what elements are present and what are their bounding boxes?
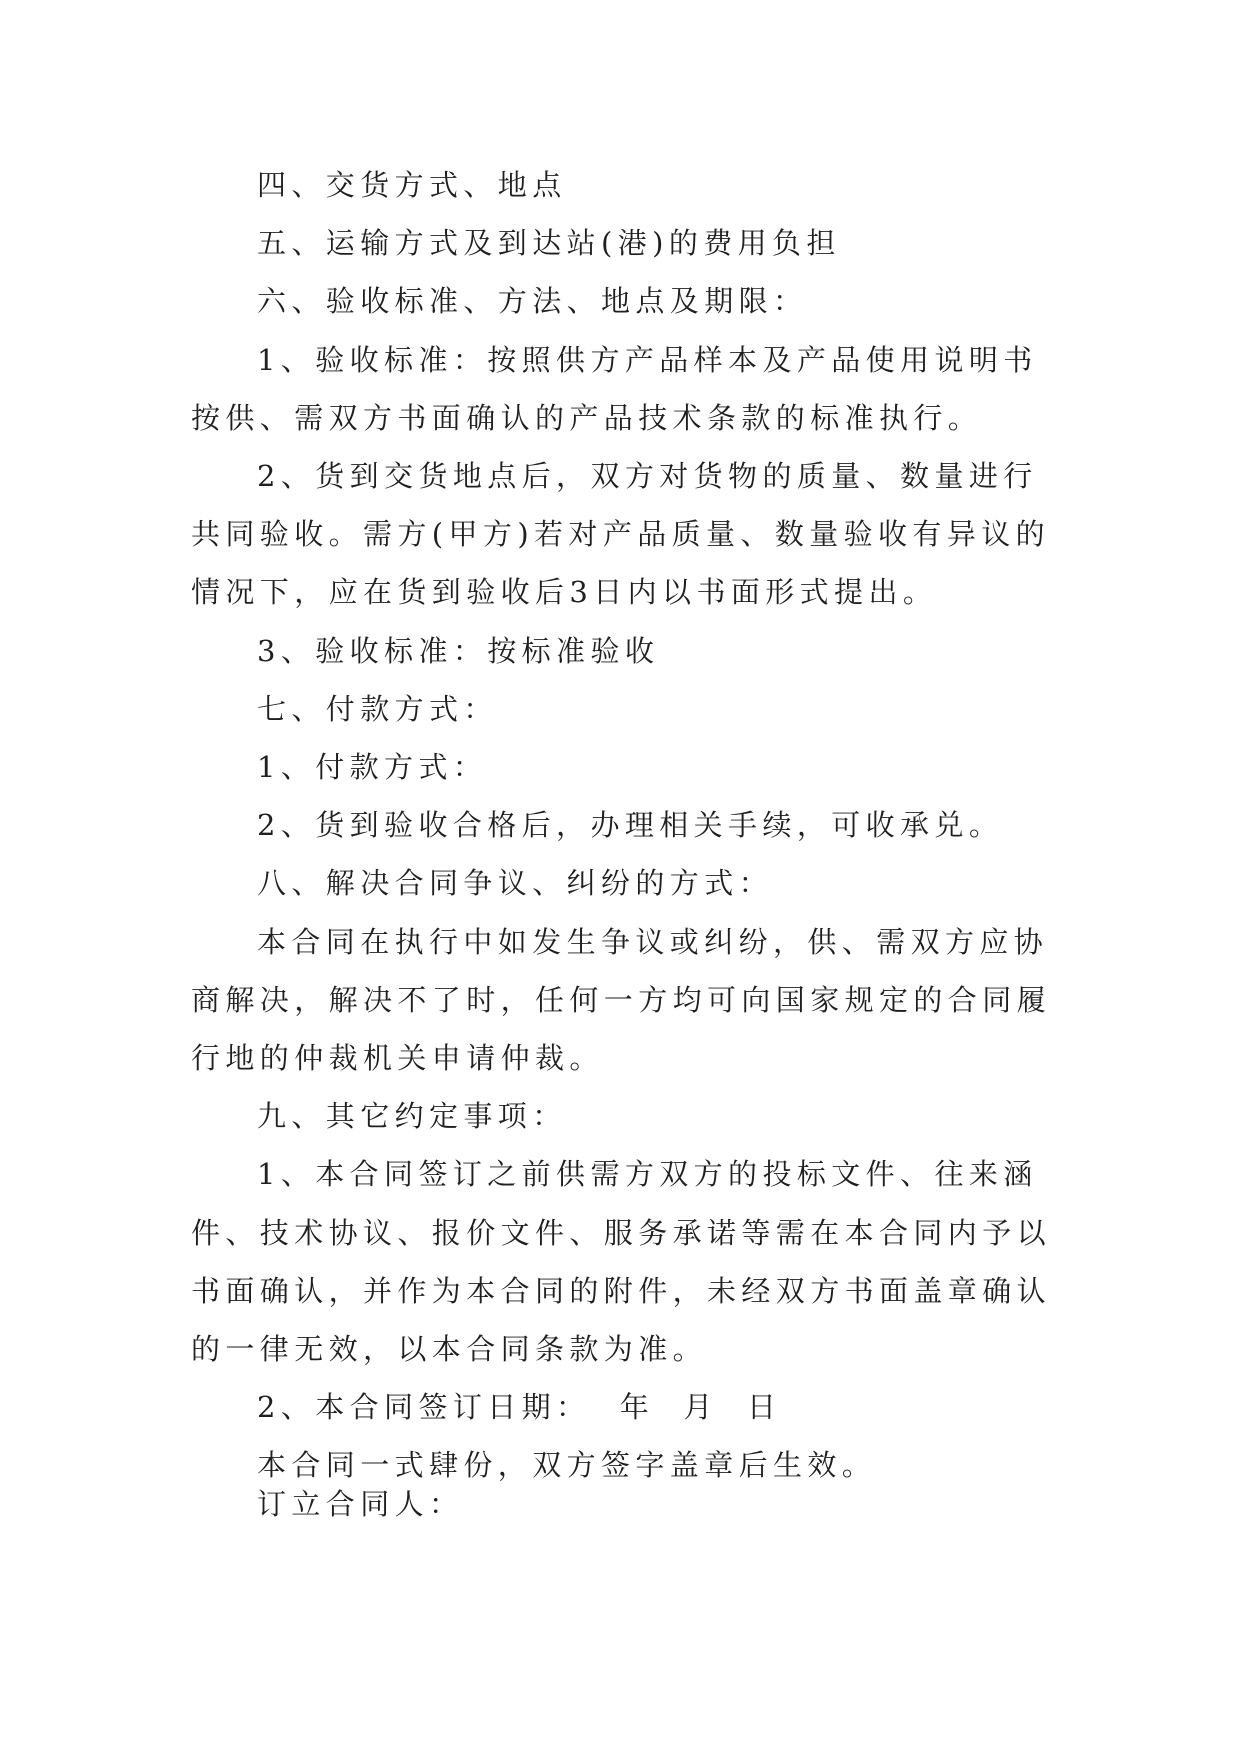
copies-clause: 本合同一式肆份，双方签字盖章后生效。	[257, 1448, 877, 1483]
acceptance-clause-2: 2、货到交货地点后，双方对货物的质量、数量进行共同验收。需方(甲方)若对产品质量、数量验收有异议的情况下，应在货到验收后3日内以书面形式提出。	[191, 459, 1051, 610]
section-acceptance-heading: 六、验收标准、方法、地点及期限：	[257, 284, 808, 319]
payment-clause-2: 2、货到验收合格后，办理相关手续，可收承兑。	[257, 808, 1004, 843]
signatory-label: 订立合同人：	[257, 1487, 464, 1521]
dispute-clause: 本合同在执行中如发生争议或纠纷，供、需双方应协商解决，解决不了时，任何一方均可向国家规定的合同履行地的仲裁机关申请仲裁。	[191, 924, 1052, 1076]
section-dispute-heading: 八、解决合同争议、纠纷的方式：	[257, 866, 774, 901]
section-transport-heading: 五、运输方式及到达站(港)的费用负担	[257, 226, 841, 261]
section-delivery-heading: 四、交货方式、地点	[257, 168, 567, 202]
other-clause-1: 1、本合同签订之前供需方双方的投标文件、往来涵件、技术协议、报价文件、服务承诺等需在本合同内予以书面确认，并作为本合同的附件，未经双方书面盖章确认的一律无效，以本合同条款为准。	[191, 1157, 1052, 1367]
section-other-heading: 九、其它约定事项：	[257, 1099, 567, 1134]
contract-body	[191, 156, 1061, 1495]
acceptance-clause-1: 1、验收标准：按照供方产品样本及产品使用说明书按供、需双方书面确认的产品技术条款的标准执行。	[191, 342, 1038, 435]
other-clause-2-signing-date: 2、本合同签订日期： 年 月 日	[257, 1390, 782, 1425]
section-payment-heading: 七、付款方式：	[257, 691, 498, 726]
acceptance-clause-3: 3、验收标准：按标准验收	[257, 633, 660, 668]
payment-clause-1: 1、付款方式：	[257, 750, 488, 785]
